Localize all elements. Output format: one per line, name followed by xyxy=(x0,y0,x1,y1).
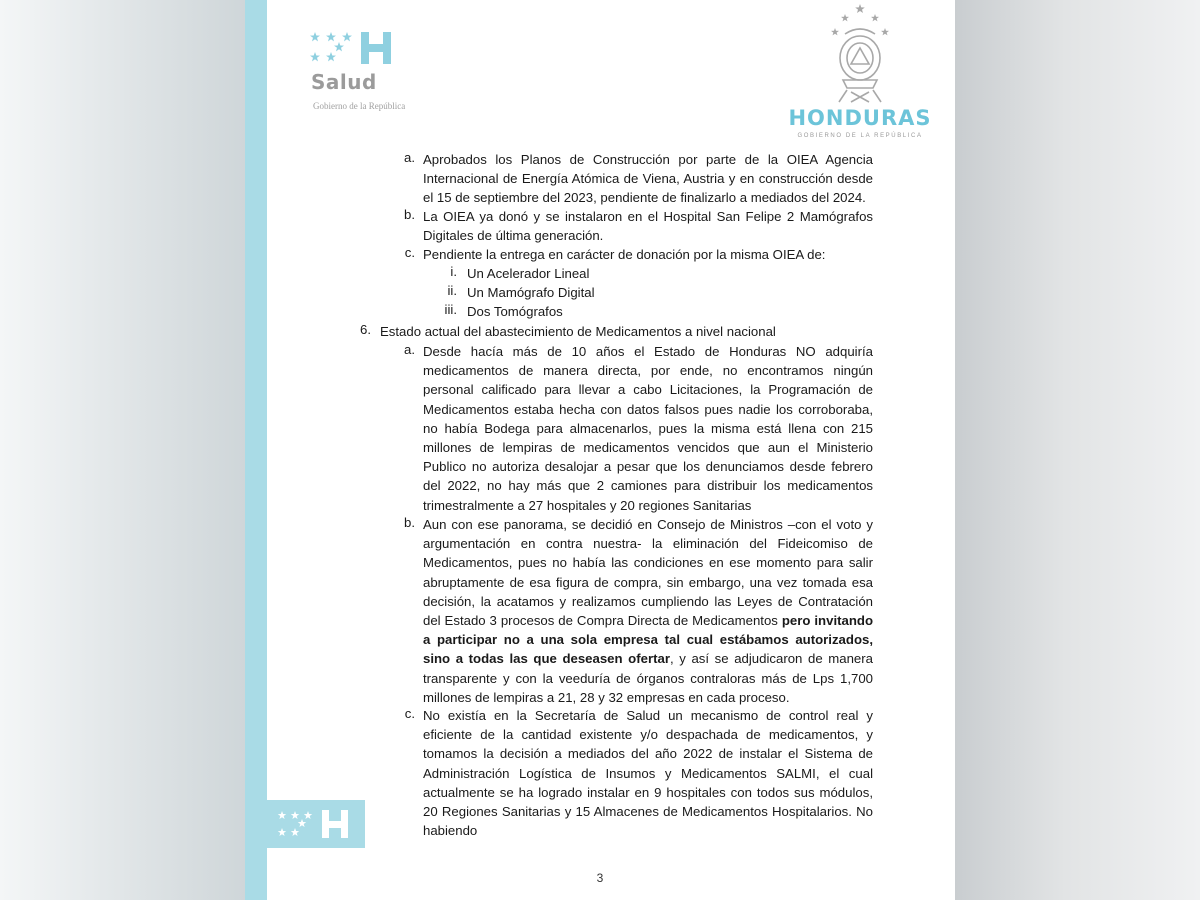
list-marker: b. xyxy=(404,515,415,530)
list-marker: a. xyxy=(404,342,415,357)
background-right xyxy=(955,0,1200,900)
section-number: 6. xyxy=(360,322,371,337)
list-marker: c. xyxy=(404,706,415,721)
list-marker: a. xyxy=(404,150,415,165)
document-page xyxy=(245,0,955,900)
text-run: Aun con ese panorama, se decidió en Consejo de Ministros –con el voto y argumentación en contra nuestra- la eliminación del Fideicomiso de Medicamentos, pues no había las condiciones en ese momento para salir abruptamente de esa figura de compra, sin embargo, una vez tomada esa decisión, la acatamos y realizamos cumpliendo las Leyes de Contratación del Estado 3 procesos de Compra Directa de Medicamentos xyxy=(423,517,873,629)
document-body xyxy=(245,0,955,900)
list-item-text: Desde hacía más de 10 años el Estado de Honduras NO adquiría medicamentos de manera directa, por ende, no encontramos ningún personal calificado para llevar a cabo Licitaciones, la Programación de Medicamentos estaba hecha con datos falsos pues nadie los corroboraba, no había Bodega para almacenarlos, pues la misma está llena con 215 millones de lempiras de medicamentos vencidos que aun el Ministerio Publico no autoriza desalojar a pesar que los denunciamos desde febrero del 2022, no hay más que 2 camiones para distribuir los medicamentos trimestralmente a 27 hospitales y 20 regiones Sanitarias xyxy=(423,344,873,513)
list-item-text: Pendiente la entrega en carácter de donación por la misma OIEA de: xyxy=(423,247,826,262)
list-marker: c. xyxy=(404,245,415,260)
salud-logo-subtitle: Gobierno de la República xyxy=(313,101,406,111)
list-item-text: Un Mamógrafo Digital xyxy=(467,285,595,300)
section-title: Estado actual del abastecimiento de Medicamentos a nivel nacional xyxy=(380,324,776,339)
list-marker: b. xyxy=(404,207,415,222)
list-marker: i. xyxy=(450,264,457,279)
list-item-text: No existía en la Secretaría de Salud un mecanismo de control real y eficiente de la cantidad existente y/o despachada de medicamentos, y tomamos la decisión a mediados del año 2022 de instalar el Sistema de Administración Logística de Insumos y Medicamentos SALMI, el cual actualmente se ha logrado instalar en 9 hospitales con todos sus módulos, 20 Regiones Sanitarias y 15 Almacenes de Medicamentos Hospitalarios. No habiendo xyxy=(423,708,873,839)
list-item-text xyxy=(423,515,873,707)
list-item-text: Un Acelerador Lineal xyxy=(467,266,590,281)
list-marker: ii. xyxy=(447,283,457,298)
list-item-text: La OIEA ya donó y se instalaron en el Hospital San Felipe 2 Mamógrafos Digitales de última generación. xyxy=(423,209,873,244)
footer-logo xyxy=(267,800,365,848)
list-marker: iii. xyxy=(444,302,457,317)
bold-text-run: pero invitando a participar no a una sola empresa tal cual estábamos autorizados, sino a todas las que deseasen ofertar xyxy=(423,613,873,667)
stars-h-icon xyxy=(276,807,356,841)
text-run: , y así se adjudicaron de manera transparente y con la veeduría de órganos contraloras más de Lps 1,700 millones de lempiras a 21, 28 y 32 empresas en cada proceso. xyxy=(423,651,873,705)
background-left xyxy=(0,0,245,900)
salud-logo-text: Salud xyxy=(311,70,377,94)
honduras-logo-subtitle: GOBIERNO DE LA REPÚBLICA xyxy=(797,133,923,139)
list-item-text: Aprobados los Planos de Construcción por parte de la OIEA Agencia Internacional de Energía Atómica de Viena, Austria y en construcción desde el 15 de septiembre del 2023, pendiente de finalizarlo a mediados del 2024. xyxy=(423,152,873,206)
page-number: 3 xyxy=(596,871,604,885)
honduras-logo-text: HONDURAS xyxy=(788,106,932,130)
list-item-text: Dos Tomógrafos xyxy=(467,304,563,319)
